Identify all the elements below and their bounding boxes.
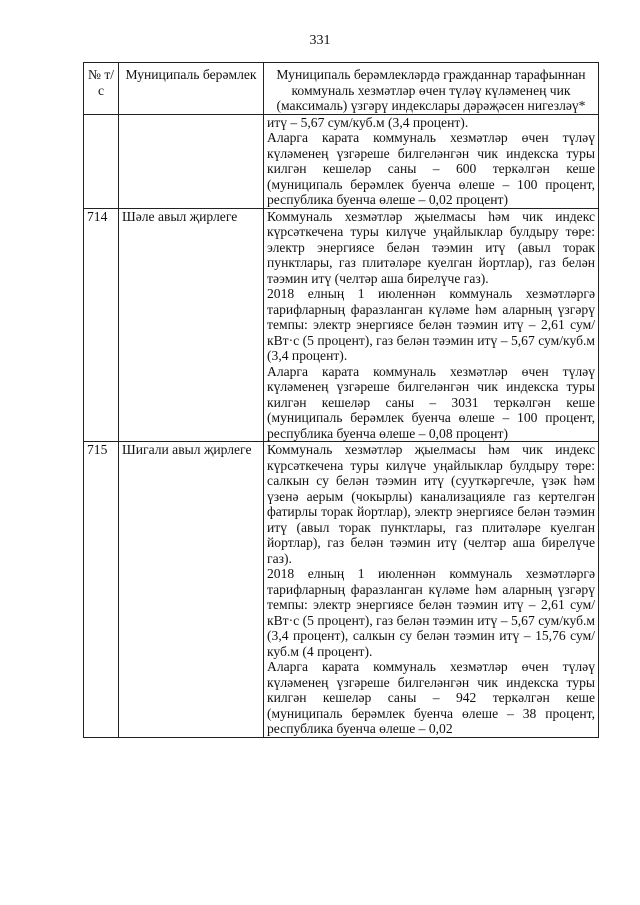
- row-basis: [264, 442, 599, 738]
- basis-paragraph: Аларга карата коммуналь хезмәтләр өчен түләү күләменең үзгәреше билгеләнгән чик индекска туры килгән кешеләр саны – 600 теркәлгән кеше (муниципаль берәмлек буенча өлеше – 100 процент, республика буенча өлеше – 0,02 процент): [267, 130, 595, 207]
- page-number: 331: [309, 33, 331, 48]
- basis-paragraph: Коммуналь хезмәтләр җыелмасы һәм чик индекс күрсәткечена туры килүче уңайлыклар булдыру төре: электр энергиясе белән тәэмин итү (авыл торак пунктлары, газ плитәләре куелган йортлар), газ белән тәэмин итү (челтәр аша бирелүче газ).: [267, 208, 595, 286]
- basis-paragraph: Аларга карата коммуналь хезмәтләр өчен түләү күләменең үзгәреше билгеләнгән чик индекска туры килгән кешеләр саны – 3031 теркәлгән кеше (муниципаль берәмлек буенча өлеше – 100 процент, республика буенча өлеше – 0,08 процент): [267, 363, 595, 441]
- row-basis: [264, 208, 599, 442]
- row-number: 715: [84, 442, 119, 738]
- basis-paragraph: 2018 елның 1 июленнән коммуналь хезмәтләргә тарифларның фаразланган күләме һәм аларның үзгәрү темпы: электр энергиясе белән тәэмин итү – 2,61 сум/кВт·с (5 процент), газ белән тәэмин итү – 5,67 сум/куб.м (3,4 процент), салкын су белән тәэмин итү – 15,76 сум/куб.м (4 процент).: [267, 566, 595, 659]
- row-basis: [264, 114, 599, 208]
- municipal-index-table: [83, 62, 599, 738]
- basis-paragraph: Аларга карата коммуналь хезмәтләр өчен түләү күләменең үзгәреше билгеләнгән чик индекска туры килгән кешеләр саны – 942 теркәлгән кеше (муниципаль берәмлек буенча өлеше – 38 процент, республика буенча өлеше – 0,02: [267, 659, 595, 736]
- row-number: [84, 114, 119, 208]
- row-municipality: [119, 114, 264, 208]
- basis-paragraph: Коммуналь хезмәтләр җыелмасы һәм чик индекс күрсәткечена туры килүче уңайлыклар булдыру төре: салкын су белән тәэмин итү (сууткәргечле, үзәк һәм үзенә аерым (чокырлы) канализацияле газ кертелгән фатирлы торак йортлар), электр энергиясе белән тәэмин итү (авыл торак пунктлары, газ плитәләре куелган йортлар), газ белән тәэмин итү (челтәр аша бирелүче газ).: [267, 442, 595, 566]
- header-number: № т/с: [84, 63, 119, 115]
- header-municipality: Муниципаль берәмлек: [119, 63, 264, 115]
- table-header-row: [84, 63, 599, 115]
- row-municipality: Шәле авыл җирлеге: [119, 208, 264, 442]
- header-basis: Муниципаль берәмлекләрдә гражданнар тарафыннан коммуналь хезмәтләр өчен түләү күләменең чик (максималь) үзгәрү индекслары дәрәҗәсен нигезләү*: [264, 63, 599, 115]
- row-municipality: Шигали авыл җирлеге: [119, 442, 264, 738]
- table-row: [84, 208, 599, 442]
- basis-paragraph: итү – 5,67 сум/куб.м (3,4 процент).: [267, 114, 469, 130]
- table-row-continuation: [84, 114, 599, 208]
- row-number: 714: [84, 208, 119, 442]
- basis-paragraph: 2018 елның 1 июленнән коммуналь хезмәтләргә тарифларның фаразланган күләме һәм аларның үзгәрү темпы: электр энергиясе белән тәэмин итү – 2,61 сум/кВт·с (5 процент), газ белән тәэмин итү – 5,67 сум/куб.м (3,4 процент).: [267, 286, 595, 363]
- table-row: [84, 442, 599, 738]
